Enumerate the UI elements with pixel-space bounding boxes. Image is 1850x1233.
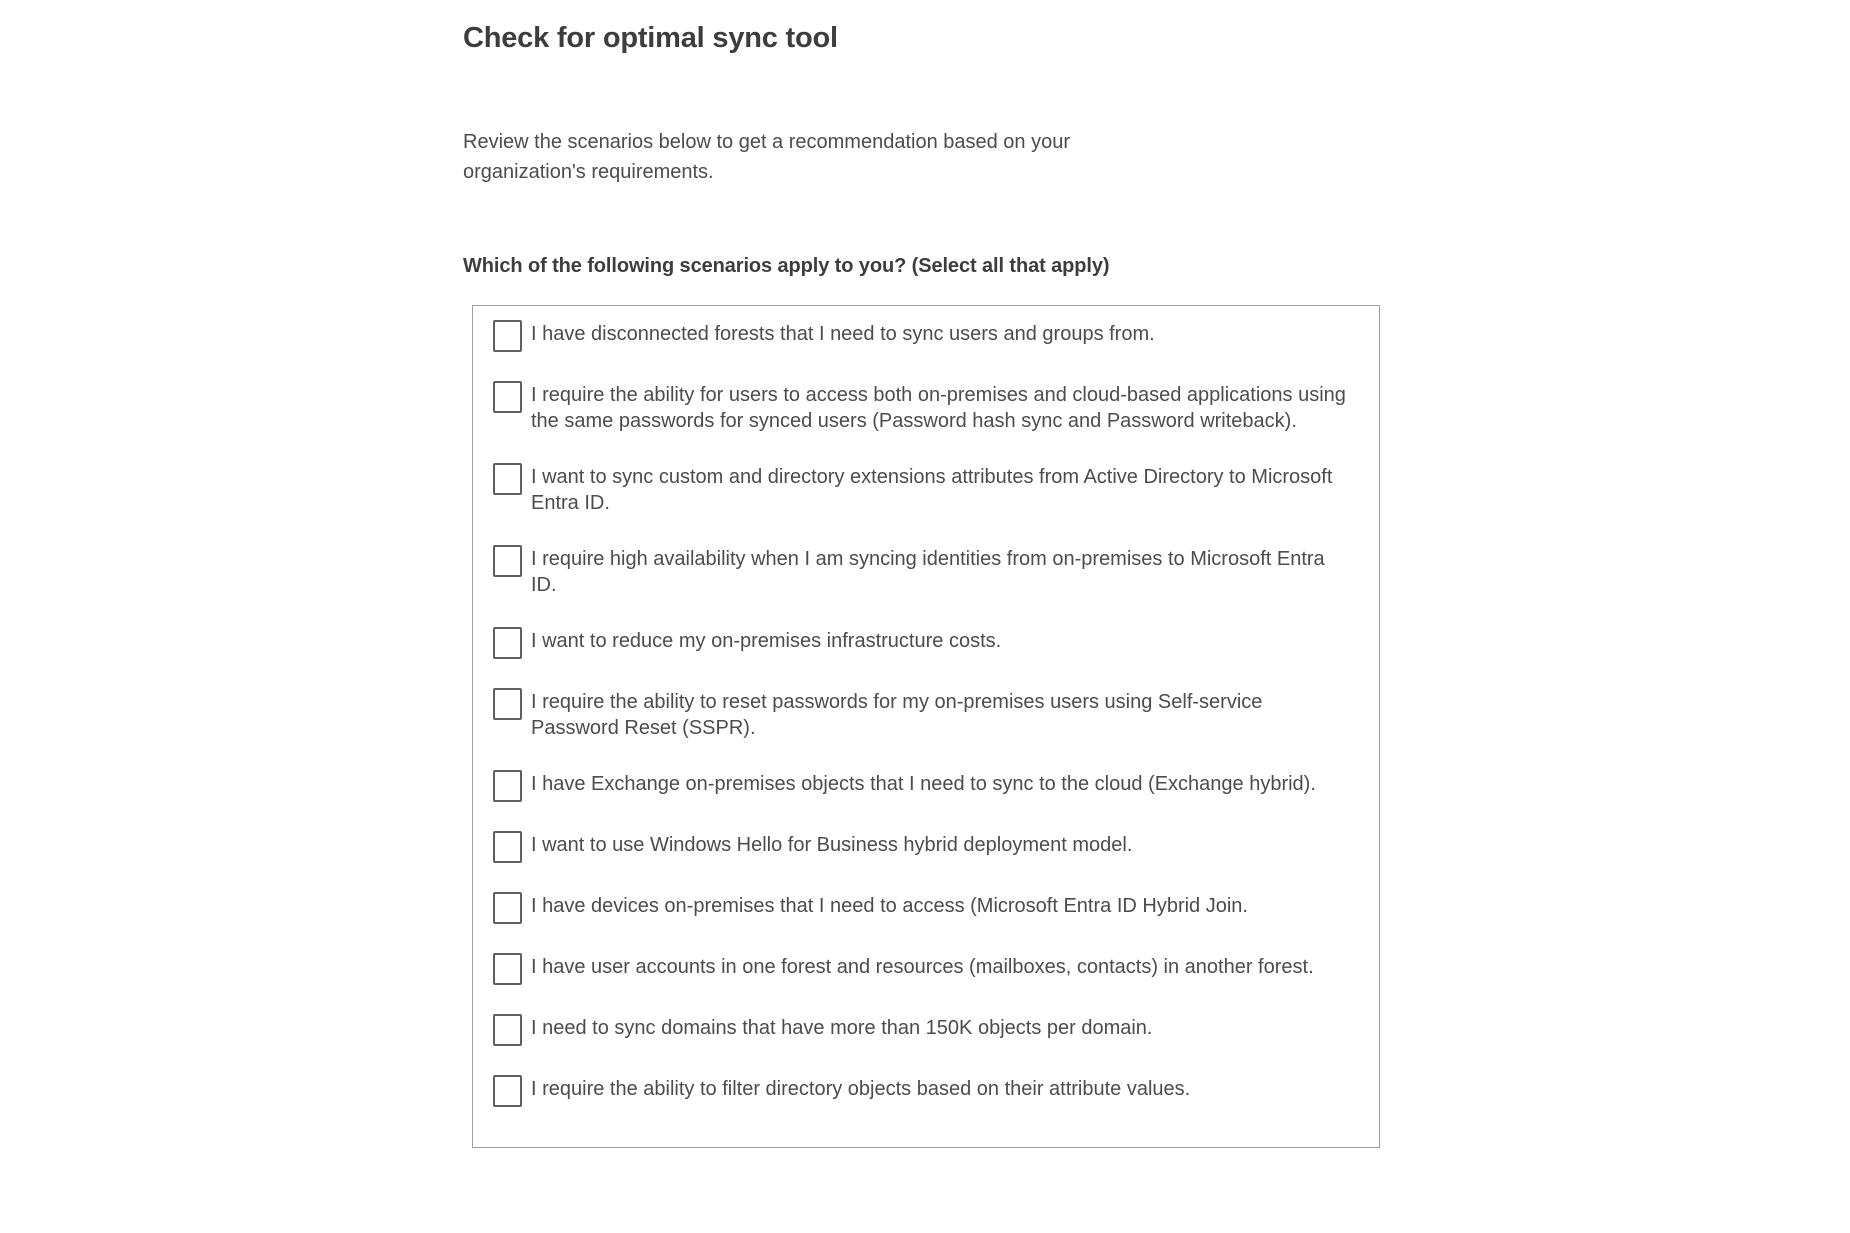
scenario-label: I require the ability to reset passwords for my on-premises users using Self-service Password Reset (SSPR). xyxy=(531,691,1263,739)
scenario-label: I want to sync custom and directory extensions attributes from Active Directory to Microsoft Entra ID. xyxy=(531,466,1333,514)
scenario-item[interactable] xyxy=(493,891,1355,924)
scenario-label: I have disconnected forests that I need to sync users and groups from. xyxy=(531,323,1155,345)
scenario-checkbox[interactable] xyxy=(493,688,522,720)
scenario-item[interactable] xyxy=(493,1074,1355,1107)
scenario-checkbox[interactable] xyxy=(493,627,522,659)
scenario-label: I need to sync domains that have more than 150K objects per domain. xyxy=(531,1017,1153,1039)
scenario-checklist-box xyxy=(472,305,1380,1148)
scenario-label: I have user accounts in one forest and resources (mailboxes, contacts) in another forest. xyxy=(531,956,1314,978)
scenario-checkbox[interactable] xyxy=(493,892,522,924)
scenario-checkbox[interactable] xyxy=(493,770,522,802)
scenario-checkbox[interactable] xyxy=(493,953,522,985)
scenario-item[interactable] xyxy=(493,462,1355,516)
scenario-item[interactable] xyxy=(493,830,1355,863)
scenario-label: I require the ability to filter directory objects based on their attribute values. xyxy=(531,1078,1191,1100)
scenario-label: I have devices on-premises that I need to access (Microsoft Entra ID Hybrid Join. xyxy=(531,895,1248,917)
scenario-checkbox[interactable] xyxy=(493,1075,522,1107)
scenario-label: I require high availability when I am syncing identities from on-premises to Microsoft Entra ID. xyxy=(531,548,1325,596)
scenario-list xyxy=(493,319,1355,1107)
scenario-item[interactable] xyxy=(493,687,1355,741)
scenario-item[interactable] xyxy=(493,319,1355,352)
scenario-item[interactable] xyxy=(493,626,1355,659)
scenario-checkbox[interactable] xyxy=(493,463,522,495)
scenario-label: I require the ability for users to access both on-premises and cloud-based applications using the same passwords for synced users (Password hash sync and Password writeback). xyxy=(531,384,1346,432)
scenario-checkbox[interactable] xyxy=(493,545,522,577)
question-label: Which of the following scenarios apply to you? (Select all that apply) xyxy=(463,255,1110,277)
scenario-label: I have Exchange on-premises objects that I need to sync to the cloud (Exchange hybrid). xyxy=(531,773,1316,795)
scenario-item[interactable] xyxy=(493,1013,1355,1046)
scenario-checkbox[interactable] xyxy=(493,1014,522,1046)
page-title: Check for optimal sync tool xyxy=(463,22,838,54)
scenario-item[interactable] xyxy=(493,952,1355,985)
scenario-item[interactable] xyxy=(493,544,1355,598)
scenario-label: I want to use Windows Hello for Business hybrid deployment model. xyxy=(531,834,1133,856)
scenario-label: I want to reduce my on-premises infrastructure costs. xyxy=(531,630,1002,652)
main-content xyxy=(463,22,1393,1148)
scenario-checkbox[interactable] xyxy=(493,320,522,352)
scenario-checkbox[interactable] xyxy=(493,381,522,413)
scenario-item[interactable] xyxy=(493,380,1355,434)
scenario-item[interactable] xyxy=(493,769,1355,802)
scenario-checkbox[interactable] xyxy=(493,831,522,863)
page-description: Review the scenarios below to get a recommendation based on your organization's requirements. xyxy=(463,131,1071,183)
